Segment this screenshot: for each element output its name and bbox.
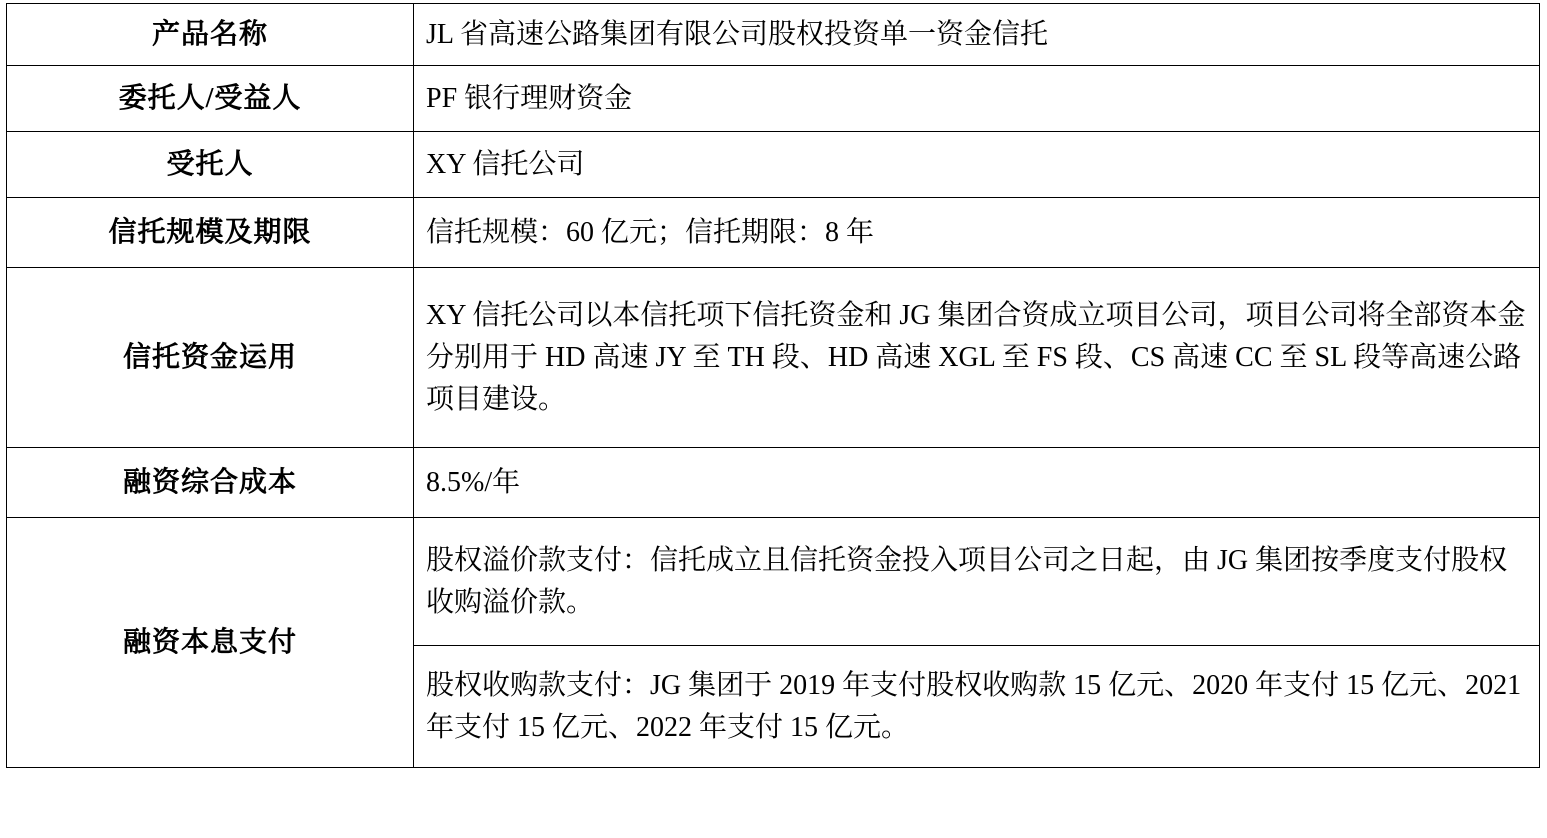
table-row [7,132,1540,198]
table-row [7,518,1540,646]
row-value-equity-purchase-payment: 股权收购款支付：JG 集团于 2019 年支付股权收购款 15 亿元、2020 年支付 15 亿元、2021 年支付 15 亿元、2022 年支付 15 亿元。 [414,646,1540,768]
row-value-product-name: JL 省高速公路集团有限公司股权投资单一资金信托 [414,4,1540,66]
row-value-scale-term: 信托规模：60 亿元；信托期限：8 年 [414,198,1540,268]
table-row [7,198,1540,268]
row-value-financing-cost: 8.5%/年 [414,448,1540,518]
row-value-trustor-beneficiary: PF 银行理财资金 [414,66,1540,132]
row-label-scale-term: 信托规模及期限 [7,198,414,268]
row-label-product-name: 产品名称 [7,4,414,66]
row-label-trustee: 受托人 [7,132,414,198]
row-label-fund-usage: 信托资金运用 [7,268,414,448]
row-label-trustor-beneficiary: 委托人/受益人 [7,66,414,132]
row-label-financing-cost: 融资综合成本 [7,448,414,518]
row-label-principal-interest-payment: 融资本息支付 [7,518,414,768]
product-info-table [6,3,1540,768]
table-row [7,4,1540,66]
table-row [7,66,1540,132]
row-value-premium-payment: 股权溢价款支付：信托成立且信托资金投入项目公司之日起，由 JG 集团按季度支付股权收购溢价款。 [414,518,1540,646]
row-value-fund-usage: XY 信托公司以本信托项下信托资金和 JG 集团合资成立项目公司，项目公司将全部资本金分别用于 HD 高速 JY 至 TH 段、HD 高速 XGL 至 FS 段、CS 高速 CC 至 SL 段等高速公路项目建设。 [414,268,1540,448]
table-body [7,4,1540,768]
table-row [7,448,1540,518]
row-value-trustee: XY 信托公司 [414,132,1540,198]
table-row [7,268,1540,448]
